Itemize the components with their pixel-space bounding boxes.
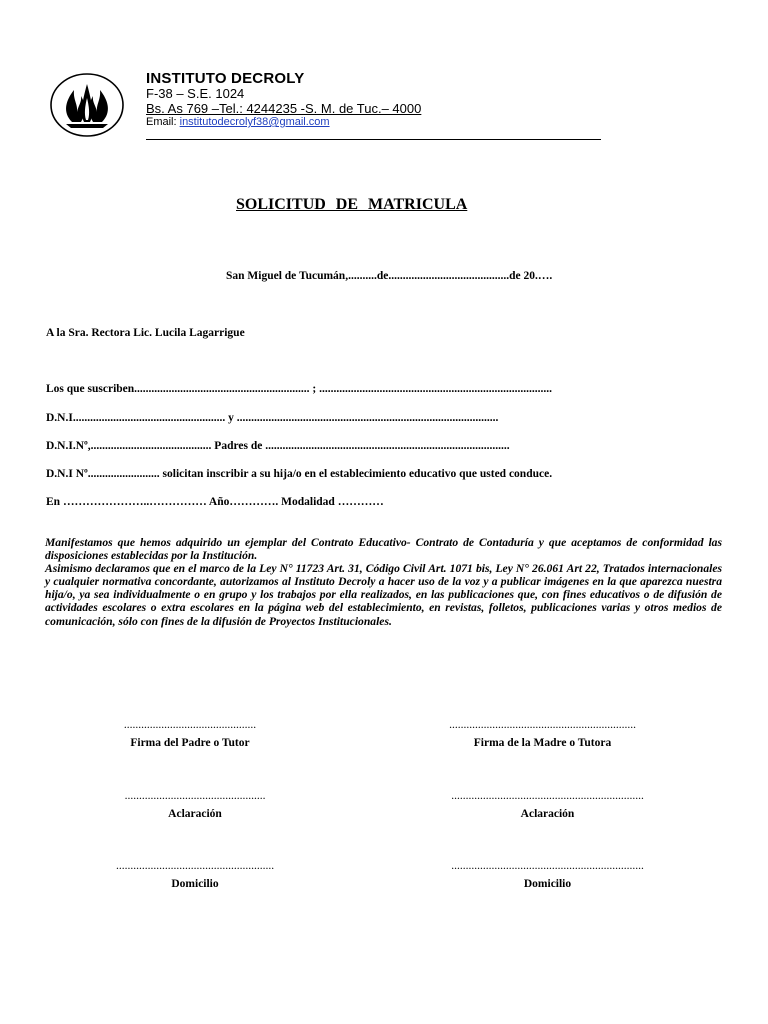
email-link[interactable]: institutodecrolyf38@gmail.com (179, 116, 330, 128)
institute-code: F-38 – S.E. 1024 (146, 86, 245, 101)
aclaracion-mother (410, 787, 685, 823)
form-row-course: En …………………..…………… Año…………. Modalidad ………… (46, 496, 384, 508)
email-label: Email: (146, 116, 177, 128)
declaration-text (45, 536, 722, 628)
signature-father (90, 716, 290, 752)
declaration-paragraph: Manifestamos que hemos adquirido un ejemplar del Contrato Educativo- Contrato de Contaduría y que aceptamos de conformidad las disposiciones establecidas por la Institución. (45, 536, 722, 563)
signature-label: Aclaración (520, 808, 575, 820)
signature-line: .............................................. (123, 719, 257, 731)
signature-label: Domicilio (171, 878, 219, 890)
signature-line: ................................................................... (451, 790, 644, 802)
signature-line: ................................................. (124, 790, 266, 802)
signature-label: Aclaración (168, 808, 222, 820)
domicilio-father (90, 857, 300, 893)
institute-logo (48, 72, 126, 138)
signature-label: Domicilio (523, 878, 572, 890)
signature-label: Firma del Padre o Tutor (130, 737, 250, 749)
form-row-subscribers: Los que suscriben............................................................. ; ................................................................................. (46, 383, 553, 395)
domicilio-mother (410, 857, 685, 893)
signature-line: ................................................................. (449, 719, 636, 731)
signature-mother (405, 716, 680, 752)
institute-address: Bs. As 769 –Tel.: 4244235 -S. M. de Tuc.– 4000 (146, 101, 422, 116)
signature-line: ....................................................... (115, 860, 275, 872)
header-divider (146, 139, 601, 140)
institute-name: INSTITUTO DECROLY (146, 70, 305, 87)
flame-emblem-icon (48, 72, 126, 138)
declaration-paragraph: Asimismo declaramos que en el marco de la Ley N° 11723 Art. 31, Código Civil Art. 1071 bis, Ley N° 26.061 Art 22, Tratados internacionales y cualquier normativa concordante, autorizamos al Instituto Decroly a hacer uso de la voz y a publicar imágenes en la que aparezca nuestra hija/o, ya sea individualmente o en grupo y los trabajos por ella realizados, en las publicaciones que, con fines educativos o de difusión de actividades escolares o extra escolares en la página web del establecimiento, en revistas, folletos, publicaciones varias y otros medios de comunicación, sólo con fines de la difusión de Proyectos Institucionales. (45, 562, 722, 628)
form-row-dni: D.N.I..................................................... y ........................................................................................... (46, 412, 499, 424)
form-row-parents-of: D.N.I.Nº,.......................................... Padres de ..................................................................................... (46, 440, 510, 452)
document-title: SOLICITUD DE MATRICULA (236, 196, 468, 213)
addressee-line: A la Sra. Rectora Lic. Lucila Lagarrigue (46, 327, 245, 339)
aclaracion-father (90, 787, 300, 823)
institute-email-line (146, 116, 330, 128)
form-row-request: D.N.I Nº......................... solicitan inscribir a su hija/o en el establecimiento educativo que usted conduce. (46, 468, 553, 480)
signature-label: Firma de la Madre o Tutora (473, 737, 612, 749)
date-line: San Miguel de Tucumán,..........de..........................................de 20.…. (226, 270, 553, 282)
signature-line: ................................................................... (451, 860, 644, 872)
